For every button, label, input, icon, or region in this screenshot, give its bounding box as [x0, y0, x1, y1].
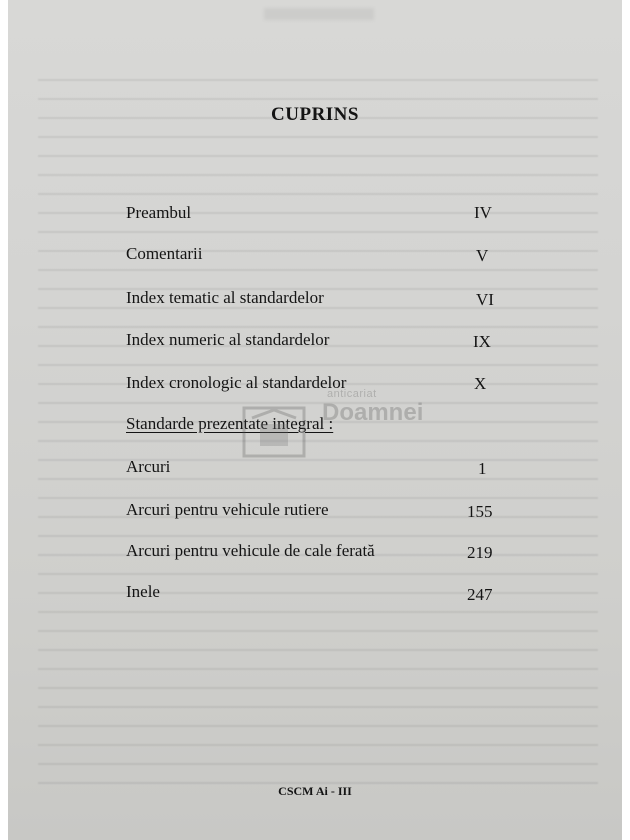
toc-entry-page: 219 — [467, 543, 493, 562]
toc-entry-page: IX — [473, 332, 491, 351]
page-title: CUPRINS — [271, 104, 359, 125]
toc-entry-label: Index numeric al standardelor — [126, 330, 330, 349]
toc-entry-page: VI — [476, 290, 494, 309]
toc-entry-page: V — [476, 246, 489, 265]
toc-entry-page: 1 — [478, 459, 487, 478]
toc-entry-page: 247 — [467, 585, 493, 604]
toc-entry-page: X — [474, 374, 487, 393]
toc-entry-label: Arcuri pentru vehicule rutiere — [126, 500, 329, 519]
toc-entry-label: Arcuri — [126, 457, 171, 476]
table-of-contents — [8, 0, 622, 840]
page-footer: CSCM Ai - III — [278, 784, 352, 798]
toc-entry-page: IV — [474, 203, 492, 222]
toc-entry-page: 155 — [467, 502, 493, 521]
toc-entry-label: Arcuri pentru vehicule de cale ferată — [126, 541, 375, 560]
book-page — [8, 0, 622, 840]
toc-entry-label: Comentarii — [126, 244, 203, 263]
watermark-line2: Doamnei — [322, 399, 424, 426]
toc-entry-label: Inele — [126, 582, 160, 601]
toc-entry-label: Index tematic al standardelor — [126, 288, 324, 307]
toc-entry-label: Preambul — [126, 203, 192, 222]
section-heading: Standarde prezentate integral : — [126, 414, 334, 433]
toc-entry-label: Index cronologic al standardelor — [126, 373, 347, 392]
watermark-line1: anticariat — [327, 388, 377, 400]
